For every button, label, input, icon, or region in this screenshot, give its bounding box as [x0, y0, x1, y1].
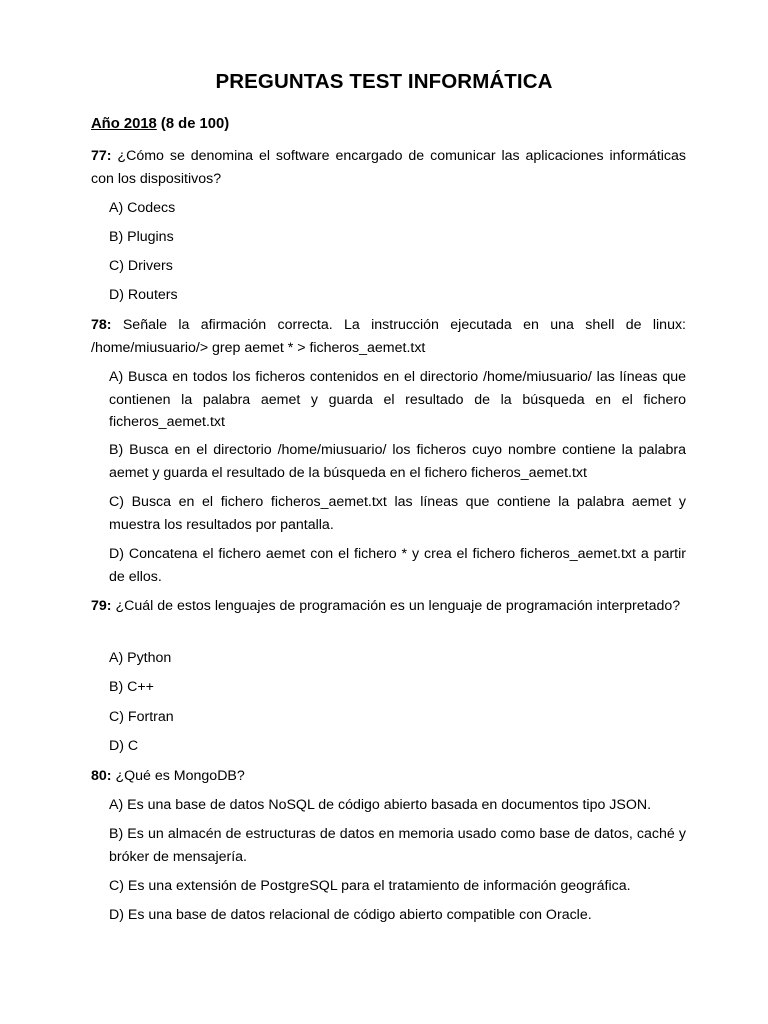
option-79-d: D) C [109, 738, 139, 754]
year-count: (8 de 100) [156, 116, 230, 132]
option-78-a: A) Busca en todos los ficheros contenidos en el directorio /home/miusuario/ las líneas que contienen la palabra aemet y guarda el resultado de la búsqueda en el fichero ficheros_aemet.txt [109, 369, 686, 430]
option-80-c: C) Es una extensión de PostgreSQL para el tratamiento de información geográfica. [109, 878, 631, 894]
option-78-c: C) Busca en el fichero ficheros_aemet.txt las líneas que contiene la palabra aemet y muestra los resultados por pantalla. [109, 494, 686, 533]
option-78-d: D) Concatena el fichero aemet con el fichero * y crea el fichero ficheros_aemet.txt a partir de ellos. [109, 546, 686, 585]
option-77-a: A) Codecs [109, 200, 176, 216]
question-80 [91, 765, 686, 788]
option-77-b: B) Plugins [109, 229, 174, 245]
option-80-b: B) Es un almacén de estructuras de datos en memoria usado como base de datos, caché y bróker de mensajería. [109, 826, 686, 865]
option-80-a: A) Es una base de datos NoSQL de código abierto basada en documentos tipo JSON. [109, 797, 652, 813]
question-text: Señale la afirmación correcta. La instrucción ejecutada en una shell de linux: /home/miusuario/> grep aemet * > ficheros_aemet.txt [91, 317, 686, 356]
option-79-c: C) Fortran [109, 709, 174, 725]
option-77-d: D) Routers [109, 287, 178, 303]
option-78-b: B) Busca en el directorio /home/miusuario/ los ficheros cuyo nombre contiene la palabra aemet y guarda el resultado de la búsqueda en el fichero ficheros_aemet.txt [109, 442, 686, 481]
year-label: Año 2018 [91, 116, 157, 132]
year-heading [91, 116, 229, 132]
question-number: 80: [91, 768, 112, 784]
question-number: 77: [91, 148, 112, 164]
question-77 [91, 145, 686, 190]
option-79-b: B) C++ [109, 679, 154, 695]
option-77-c: C) Drivers [109, 258, 173, 274]
question-79 [91, 595, 686, 618]
question-text: ¿Cómo se denomina el software encargado de comunicar las aplicaciones informáticas con los dispositivos? [91, 148, 686, 187]
option-80-d: D) Es una base de datos relacional de código abierto compatible con Oracle. [109, 907, 592, 923]
option-79-a: A) Python [109, 650, 172, 666]
page-title: PREGUNTAS TEST INFORMÁTICA [215, 70, 553, 93]
question-78 [91, 314, 686, 359]
question-number: 79: [91, 598, 112, 614]
question-number: 78: [91, 317, 112, 333]
question-text: ¿Qué es MongoDB? [111, 768, 245, 784]
question-text: ¿Cuál de estos lenguajes de programación es un lenguaje de programación interpretado? [111, 598, 681, 614]
